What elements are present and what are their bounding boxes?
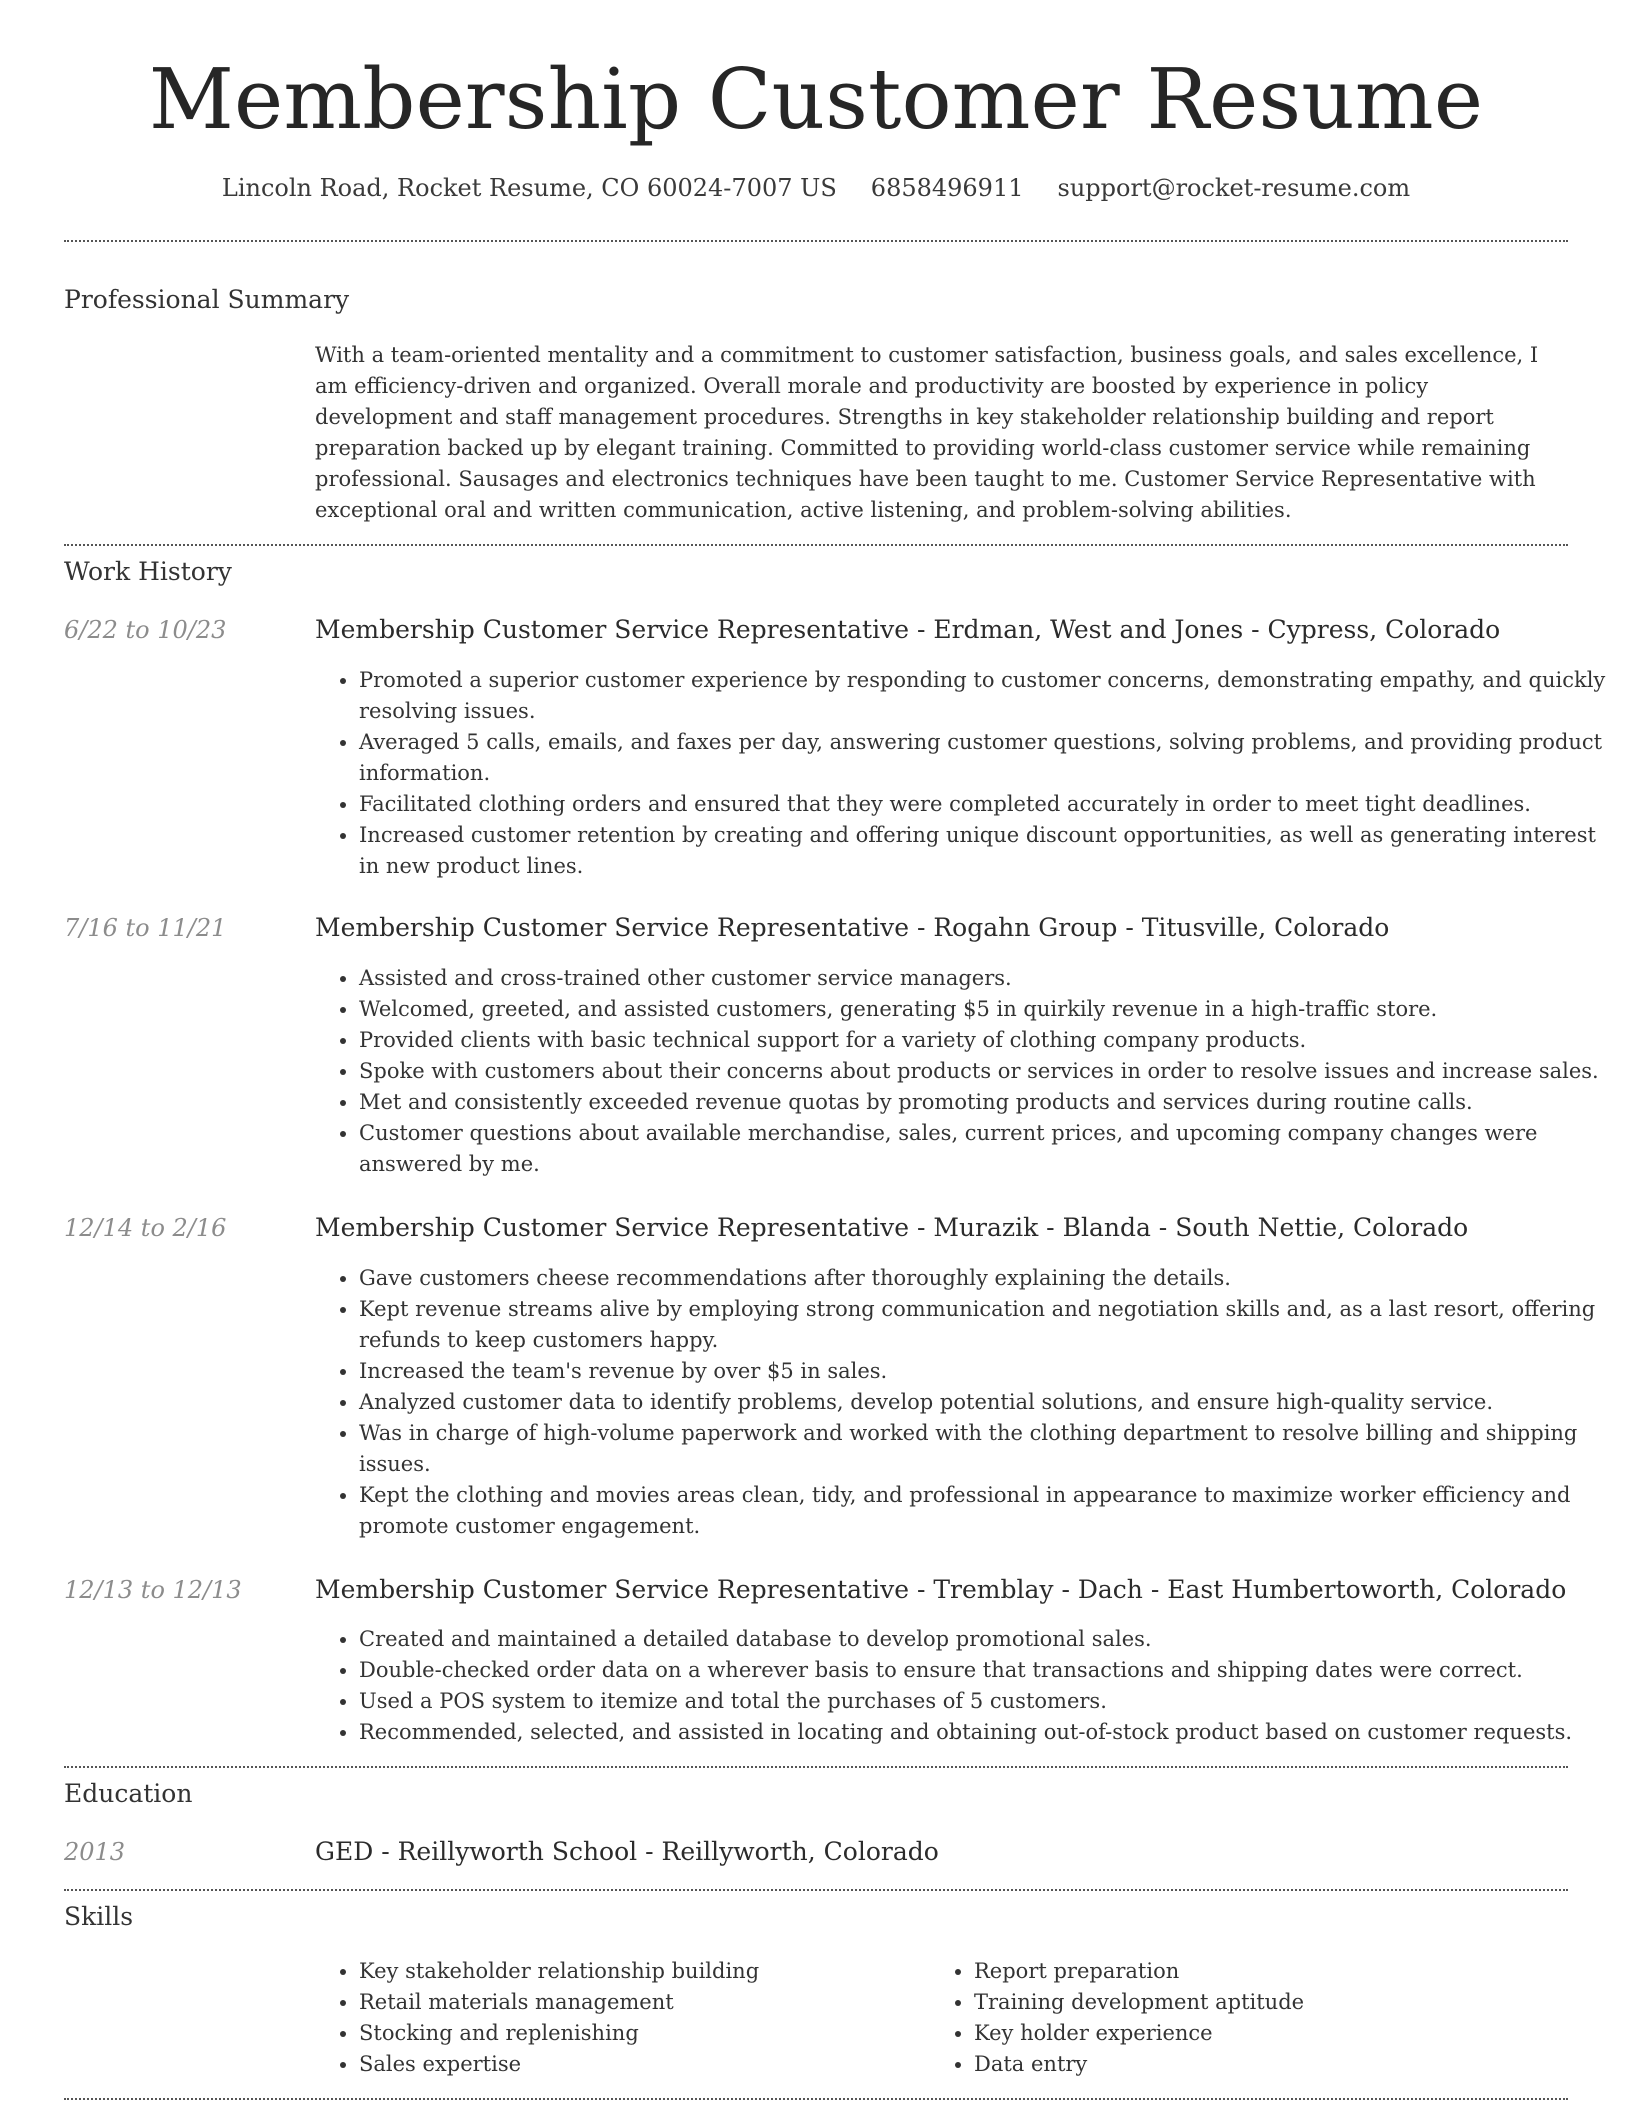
job-heading: Membership Customer Service Representative - Murazik - Blanda - South Nettie, Colorado [315, 1213, 1469, 1242]
job-bullets [315, 665, 1609, 882]
job-bullet: • Gave customers cheese recommendations after thoroughly explaining the details. [359, 1263, 1609, 1294]
education-date: 2013 [64, 1838, 126, 1866]
skills-list-left [315, 1956, 939, 2080]
job-bullet: • Provided clients with basic technical support for a variety of clothing company products. [359, 1025, 1609, 1056]
education-heading: GED - Reillyworth School - Reillyworth, Colorado [315, 1837, 939, 1866]
skill-item: • Data entry [974, 2049, 1554, 2080]
section-title-skills: Skills [64, 1902, 134, 1931]
job-heading: Membership Customer Service Representative - Erdman, West and Jones - Cypress, Colorado [315, 615, 1501, 644]
job-dates: 6/22 to 10/23 [64, 616, 227, 644]
job-bullets [315, 1263, 1609, 1542]
skill-item: • Report preparation [974, 1956, 1554, 1987]
skill-item: • Retail materials management [359, 1987, 939, 2018]
contact-email: support@rocket-resume.com [1057, 174, 1411, 202]
job-dates: 7/16 to 11/21 [64, 914, 227, 942]
section-title-summary: Professional Summary [64, 285, 350, 314]
contact-phone: 6858496911 [870, 174, 1024, 202]
section-title-education: Education [64, 1779, 193, 1808]
section-divider [64, 544, 1568, 546]
contact-address: Lincoln Road, Rocket Resume, CO 60024-7007 US [221, 174, 837, 202]
job-bullet: • Facilitated clothing orders and ensured that they were completed accurately in order to meet tight deadlines. [359, 789, 1609, 820]
job-bullet: • Assisted and cross-trained other customer service managers. [359, 963, 1609, 994]
job-dates: 12/14 to 2/16 [64, 1214, 227, 1242]
section-divider [64, 2098, 1568, 2100]
job-bullet: • Used a POS system to itemize and total the purchases of 5 customers. [359, 1686, 1609, 1717]
job-bullet: • Recommended, selected, and assisted in locating and obtaining out-of-stock product based on customer requests. [359, 1717, 1609, 1748]
job-bullets [315, 1624, 1609, 1748]
job-bullet: • Created and maintained a detailed database to develop promotional sales. [359, 1624, 1609, 1655]
skill-item: • Key stakeholder relationship building [359, 1956, 939, 1987]
section-divider [64, 240, 1568, 242]
skills-list-right [930, 1956, 1554, 2080]
job-dates: 12/13 to 12/13 [64, 1576, 242, 1604]
job-bullet: • Met and consistently exceeded revenue quotas by promoting products and services during routine calls. [359, 1087, 1609, 1118]
job-bullet: • Kept revenue streams alive by employing strong communication and negotiation skills and, as a last resort, offering refunds to keep customers happy. [359, 1294, 1609, 1356]
section-title-work: Work History [64, 557, 232, 586]
skill-item: • Sales expertise [359, 2049, 939, 2080]
job-bullet: • Increased the team's revenue by over $5 in sales. [359, 1356, 1609, 1387]
section-divider [64, 1766, 1568, 1768]
section-divider [64, 1889, 1568, 1891]
job-bullet: • Spoke with customers about their concerns about products or services in order to resolve issues and increase sales. [359, 1056, 1609, 1087]
job-bullet: • Welcomed, greeted, and assisted customers, generating $5 in quirkily revenue in a high-traffic store. [359, 994, 1609, 1025]
job-bullets [315, 963, 1609, 1180]
job-bullet: • Promoted a superior customer experience by responding to customer concerns, demonstrating empathy, and quickly resolving issues. [359, 665, 1609, 727]
resume-name: Membership Customer Resume [148, 51, 1484, 148]
skill-item: • Training development aptitude [974, 1987, 1554, 2018]
skill-item: • Key holder experience [974, 2018, 1554, 2049]
job-bullet: • Was in charge of high-volume paperwork and worked with the clothing department to resolve billing and shipping issues. [359, 1418, 1609, 1480]
contact-line [0, 170, 1632, 206]
job-heading: Membership Customer Service Representative - Tremblay - Dach - East Humbertoworth, Colorado [315, 1575, 1567, 1604]
job-bullet: • Averaged 5 calls, emails, and faxes per day, answering customer questions, solving problems, and providing product information. [359, 727, 1609, 789]
summary-text: With a team-oriented mentality and a commitment to customer satisfaction, business goals, and sales excellence, I am efficiency-driven and organized. Overall morale and productivity are boosted by experience in policy development and staff management procedures. Strengths in key stakeholder relationship building and report preparation backed up by elegant training. Committed to providing world-class customer service while remaining professional. Sausages and electronics techniques have been taught to me. Customer Service Representative with exceptional oral and written communication, active listening, and problem-solving abilities. [315, 343, 1539, 522]
skill-item: • Stocking and replenishing [359, 2018, 939, 2049]
job-bullet: • Analyzed customer data to identify problems, develop potential solutions, and ensure high-quality service. [359, 1387, 1609, 1418]
job-heading: Membership Customer Service Representative - Rogahn Group - Titusville, Colorado [315, 913, 1390, 942]
job-bullet: • Customer questions about available merchandise, sales, current prices, and upcoming company changes were answered by me. [359, 1118, 1609, 1180]
job-bullet: • Double-checked order data on a wherever basis to ensure that transactions and shipping dates were correct. [359, 1655, 1609, 1686]
job-bullet: • Kept the clothing and movies areas clean, tidy, and professional in appearance to maximize worker efficiency and promote customer engagement. [359, 1480, 1609, 1542]
job-bullet: • Increased customer retention by creating and offering unique discount opportunities, as well as generating interest in new product lines. [359, 820, 1609, 882]
